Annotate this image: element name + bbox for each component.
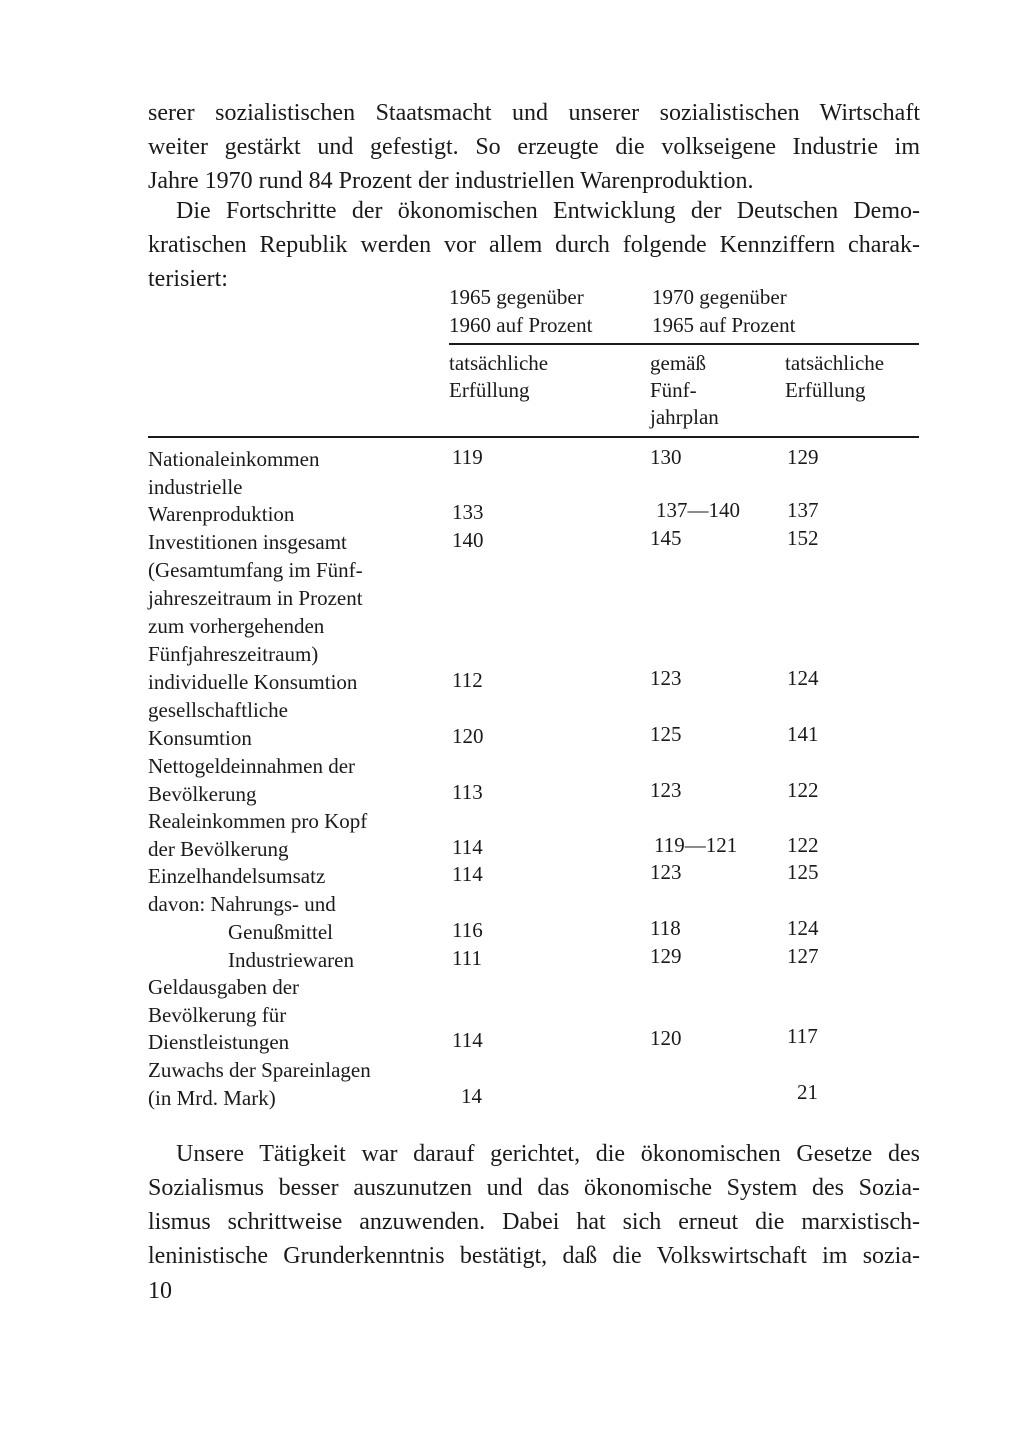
row-label: zum vorhergehenden [148,614,325,638]
paragraph-intro [148,194,920,296]
row-value-col3: 124 [787,916,819,940]
row-label: Zuwachs der Spareinlagen [148,1058,371,1082]
row-value-col3: 127 [787,944,819,968]
row-value-col1: 111 [452,946,482,970]
paragraph-bottom [148,1137,920,1273]
row-value-col1: 112 [452,668,483,692]
row-value-col2: 123 [650,778,682,802]
row-label: Nettogeldeinnahmen der [148,754,356,778]
row-label: gesellschaftliche [148,698,288,722]
row-label: Bevölkerung für [148,1003,287,1027]
row-label: Bevölkerung [148,782,257,806]
row-value-col1: 133 [452,500,484,524]
row-value-col3: 124 [787,666,819,690]
row-value-col1: 116 [452,918,483,942]
header-group-1-line: 1960 auf Prozent [449,313,593,337]
row-label: Konsumtion [148,726,252,750]
row-value-col3: 122 [787,833,819,857]
row-value-col1: 114 [452,862,483,886]
row-label: individuelle Konsumtion [148,670,358,694]
row-value-col3: 152 [787,526,819,550]
text-line: leninistische Grunderkenntnis bestätigt, daß die Volkswirtschaft im sozia- [148,1243,920,1269]
text-line: Sozialismus besser auszunutzen und das ökonomische System des Sozia- [148,1175,920,1201]
text-line: Jahre 1970 rund 84 Prozent der industriellen Warenproduktion. [148,168,754,194]
row-label: (in Mrd. Mark) [148,1086,276,1110]
subcol-2-line: Fünf- [650,378,697,402]
row-label: (Gesamtumfang im Fünf- [148,558,363,582]
row-value-col1: 140 [452,528,484,552]
row-value-col2: 125 [650,722,682,746]
row-label: industrielle [148,475,243,499]
row-label: Genußmittel [228,920,333,944]
row-value-col2: 145 [650,526,682,550]
row-value-col3: 117 [787,1024,818,1048]
row-value-col1: 114 [452,835,483,859]
row-value-col2: 119—121 [654,833,738,857]
header-group-2-line: 1970 gegenüber [652,285,787,309]
row-label: Realeinkommen pro Kopf [148,809,368,833]
row-label: Investitionen insgesamt [148,530,347,554]
row-label: Fünfjahreszeitraum) [148,642,319,666]
row-value-col2: 123 [650,860,682,884]
row-label: der Bevölkerung [148,837,289,861]
row-value-col3: 141 [787,722,819,746]
page-number: 10 [148,1278,172,1304]
row-value-col3: 129 [787,445,819,469]
row-value-col3: 122 [787,778,819,802]
paragraph-top [148,96,920,198]
text-line: terisiert: [148,266,228,292]
row-value-col2: 137—140 [656,498,740,522]
row-value-col2: 118 [650,916,681,940]
row-value-col2: 120 [650,1026,682,1050]
header-group-2-line: 1965 auf Prozent [652,313,796,337]
row-value-col2: 123 [650,666,682,690]
row-label: Industriewaren [228,948,354,972]
text-line: kratischen Republik werden vor allem durch folgende Kennziffern charak- [148,232,920,258]
text-line: lismus schrittweise anzuwenden. Dabei hat sich erneut die marxistisch- [148,1209,920,1235]
subcol-1-line: tatsächliche [449,351,549,375]
subcol-1-line: Erfüllung [449,378,530,402]
row-value-col3: 21 [797,1080,818,1104]
subcol-2-line: jahrplan [650,405,719,429]
row-value-col1: 14 [461,1084,482,1108]
row-value-col1: 114 [452,1028,483,1052]
row-label: Einzelhandelsumsatz [148,864,326,888]
row-value-col1: 119 [452,445,483,469]
row-label: jahreszeitraum in Prozent [148,586,363,610]
row-value-col1: 120 [452,724,484,748]
subcol-3-line: tatsächliche [785,351,885,375]
text-line: Die Fortschritte der ökonomischen Entwicklung der Deutschen Demo- [176,198,920,224]
text-line: weiter gestärkt und gefestigt. So erzeugte die volkseigene Industrie im [148,134,920,160]
row-label: Geldausgaben der [148,975,300,999]
subcol-2-line: gemäß [650,351,706,375]
row-value-col1: 113 [452,780,483,804]
row-value-col3: 137 [787,498,819,522]
text-line: serer sozialistischen Staatsmacht und unserer sozialistischen Wirtschaft [148,100,920,126]
row-label: Nationaleinkommen [148,447,320,471]
subcol-3-line: Erfüllung [785,378,866,402]
row-label: Dienstleistungen [148,1030,290,1054]
row-label: Warenproduktion [148,502,295,526]
header-rule-top [449,343,919,345]
row-label: davon: Nahrungs- und [148,892,336,916]
header-group-1-line: 1965 gegenüber [449,285,584,309]
row-value-col2: 130 [650,445,682,469]
row-value-col2: 129 [650,944,682,968]
header-rule-bottom [148,436,919,438]
row-value-col3: 125 [787,860,819,884]
text-line: Unsere Tätigkeit war darauf gerichtet, die ökonomischen Gesetze des [176,1141,920,1167]
